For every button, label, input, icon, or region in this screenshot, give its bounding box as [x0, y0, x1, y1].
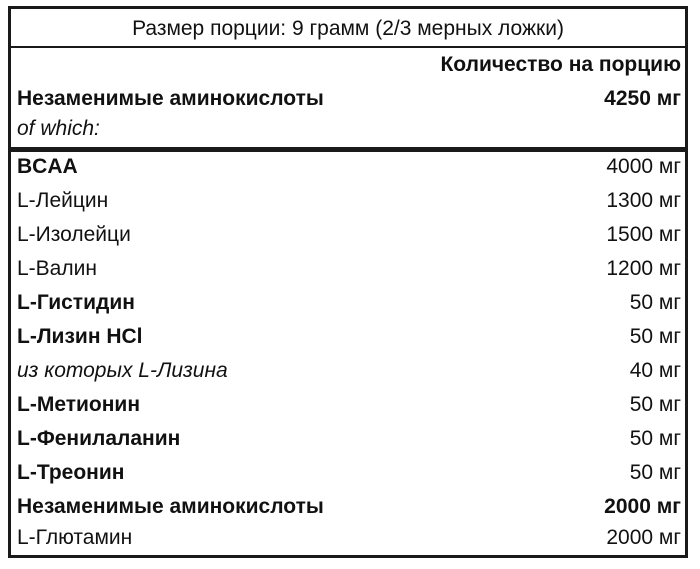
ingredient-name: L-Изолейци — [17, 223, 131, 246]
ingredient-amount: 1300 мг — [606, 189, 681, 212]
table-row-methionine — [17, 391, 681, 419]
divider-thin — [11, 46, 685, 48]
table-row-leucine — [17, 187, 681, 215]
essential-amino-acids-label: Незаменимые аминокислоты — [17, 87, 324, 110]
ingredient-amount: 50 мг — [629, 461, 681, 484]
ingredient-name: L-Треонин — [17, 461, 125, 484]
ingredient-name: BCAA — [17, 155, 78, 178]
nutrition-facts-panel — [8, 6, 688, 558]
table-row-valine — [17, 255, 681, 283]
ingredient-amount: 2000 мг — [606, 526, 681, 549]
table-row-lysine-hcl — [17, 323, 681, 351]
serving-size: Размер порции: 9 грамм (2/3 мерных ложки) — [132, 17, 564, 40]
table-row-glutamine — [17, 524, 681, 552]
ingredient-name: L-Валин — [17, 257, 97, 280]
table-row-isoleucine — [17, 221, 681, 249]
divider-thick — [11, 147, 685, 152]
table-row-threonine — [17, 459, 681, 487]
ingredient-name: L-Лизин HCl — [17, 325, 143, 348]
ingredient-amount: 50 мг — [629, 427, 681, 450]
ingredient-name: из которых L-Лизина — [17, 359, 228, 382]
ingredient-name: L-Фенилаланин — [17, 427, 181, 450]
table-row-phenylalanine — [17, 425, 681, 453]
nonessential-amino-acids-amount: 2000 мг — [604, 495, 681, 518]
ingredient-amount: 40 мг — [629, 359, 681, 382]
ingredient-name: L-Метионин — [17, 393, 141, 416]
nonessential-amino-acids-row — [17, 493, 681, 521]
table-row-histidine — [17, 289, 681, 317]
ingredient-amount: 50 мг — [629, 393, 681, 416]
ingredient-name: L-Лейцин — [17, 189, 109, 212]
essential-amino-acids-row — [17, 85, 681, 113]
table-row-bcaa — [17, 153, 681, 181]
ingredient-amount: 1200 мг — [606, 257, 681, 280]
ingredient-name: L-Глютамин — [17, 526, 133, 549]
amount-per-serving-header: Количество на порцию — [440, 53, 681, 76]
ingredient-amount: 1500 мг — [606, 223, 681, 246]
ingredient-amount: 50 мг — [629, 291, 681, 314]
of-which-note: of which: — [17, 117, 100, 140]
nonessential-amino-acids-label: Незаменимые аминокислоты — [17, 495, 324, 518]
ingredient-amount: 4000 мг — [606, 155, 681, 178]
ingredient-amount: 50 мг — [629, 325, 681, 348]
essential-amino-acids-amount: 4250 мг — [604, 87, 681, 110]
ingredient-name: L-Гистидин — [17, 291, 135, 314]
table-row-lysine — [17, 357, 681, 385]
